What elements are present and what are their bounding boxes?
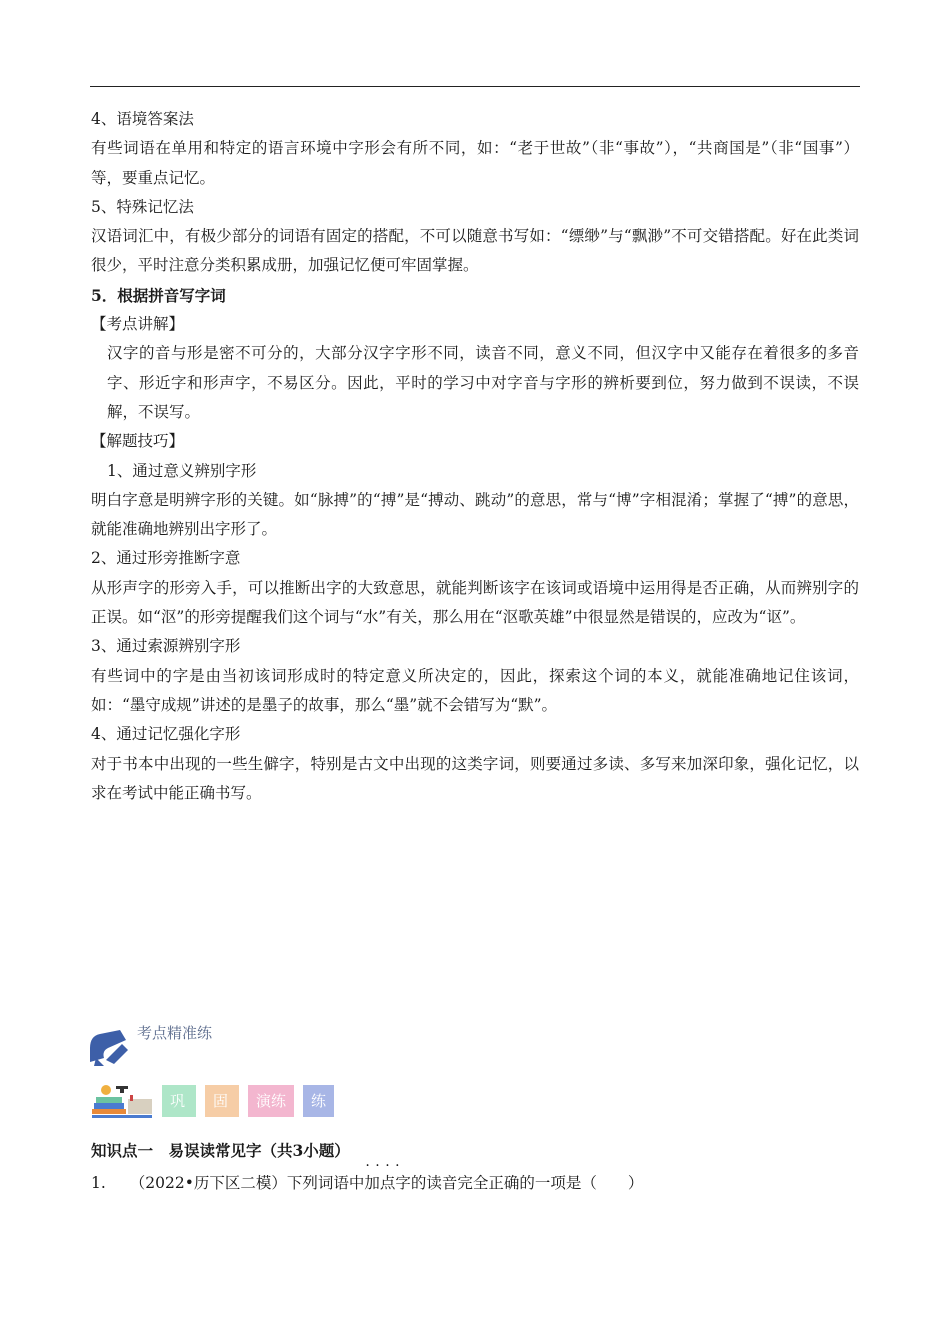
heading-technique-1: 1、通过意义辨别字形 (107, 461, 257, 480)
paragraph-technique-3: 有些词中的字是由当初该词形成时的特定意义所决定的，因此，探索这个词的本义，就能准确地记住该词，如：“墨守成规”讲述的是墨子的故事，那么“墨”就不会错写为“默”。 (91, 666, 859, 714)
tag-yanlian: 演练 (248, 1085, 294, 1117)
heading-technique-4: 4、通过记忆强化字形 (91, 725, 241, 744)
paragraph-special-memory: 汉语词汇中，有极少部分的词语有固定的搭配，不可以随意书写如：“缥缈”与“飘渺”不可交错搭配。好在此类词很少，平时注意分类积累成册，加强记忆便可牢固掌握。 (91, 227, 859, 275)
header-rule (90, 86, 860, 87)
tag-lian: 练 (303, 1085, 334, 1117)
paragraph-technique-2: 从形声字的形旁入手，可以推断出字的大致意思，就能判断该字在该词或语境中运用得是否正确，从而辨别字的正误。如“沤”的形旁提醒我们这个词与“水”有关，那么用在“沤歌英雄”中很显然是错误的，应改为“讴”。 (91, 578, 859, 627)
pencil-icon (86, 1018, 132, 1070)
document-body (91, 105, 859, 808)
tag-gong: 巩 (162, 1085, 196, 1117)
practice-section-title: 知识点一 易误读常见字（共3小题） (91, 1141, 350, 1160)
heading-technique-2: 2、通过形旁推断字意 (91, 549, 241, 568)
question-1-prefix: （2022•历下区二模）下列词语中 (129, 1174, 365, 1192)
paragraph-technique-1: 明白字意是明辨字形的关键。如“脉搏”的“搏”是“搏动、跳动”的意思，常与“博”字相混淆；掌握了“搏”的意思，就能准确地辨别出字形了。 (91, 490, 859, 539)
practice-tags (92, 1083, 343, 1119)
paragraph-technique-4: 对于书本中出现的一些生僻字，特别是古文中出现的这类字词，则要通过多读、多写来加深印象，强化记忆，以求在考试中能正确书写。 (91, 754, 859, 802)
question-1-number: 1. (91, 1174, 106, 1192)
banner-title: 考点精准练 (137, 1024, 213, 1042)
section-title-pinyin: 5．根据拼音写字词 (91, 285, 226, 305)
paragraph-context-method: 有些词语在单用和特定的语言环境中字形会有所不同，如：“老于世故”（非“事故”），“共商国是”（非“国事”）等，要重点记忆。 (91, 139, 859, 187)
heading-special-memory: 5、特殊记忆法 (91, 197, 194, 216)
paragraph-key-points: 汉字的音与形是密不可分的，大部分汉字字形不同，读音不同，意义不同，但汉字中又能存在着很多的多音字、形近字和形声字，不易区分。因此，平时的学习中对字音与字形的辨析要到位，努力做到不误读，不误解，不误写。 (107, 344, 859, 421)
heading-technique-3: 3、通过索源辨别字形 (91, 637, 241, 656)
books-icon (92, 1083, 154, 1119)
tag-gu: 固 (205, 1085, 239, 1117)
label-key-points: 【考点讲解】 (91, 315, 185, 334)
question-1 (91, 1172, 643, 1194)
heading-context-method: 4、语境答案法 (91, 110, 194, 128)
label-techniques: 【解题技巧】 (91, 432, 185, 451)
question-1-suffix: 的读音完全正确的一项是（ ） (410, 1174, 644, 1192)
question-1-dotted-text: · · · · 加点字 (364, 1172, 411, 1194)
